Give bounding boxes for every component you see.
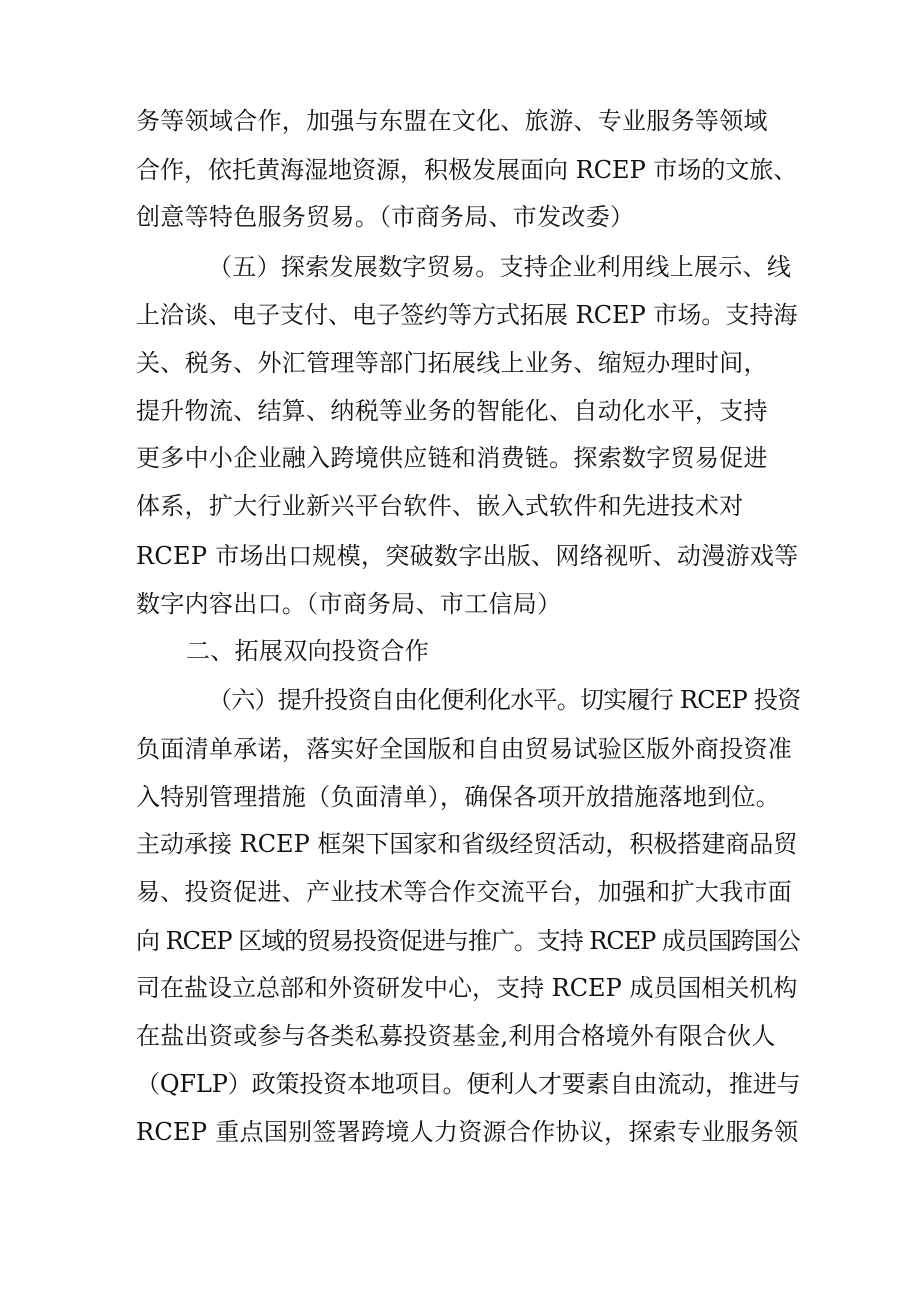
text-line: 数字内容出口。（市商务局、市工信局） [136, 590, 562, 618]
text-line: （QFLP）政策投资本地项目。便利人才要素自由流动，推进与 [136, 1070, 801, 1098]
text-line: （六）提升投资自由化便利化水平。切实履行 RCEP 投资 [208, 686, 801, 714]
text-line: 上洽谈、电子支付、电子签约等方式拓展 RCEP 市场。支持海 [136, 301, 798, 329]
text-line: 入特别管理措施（负面清单），确保各项开放措施落地到位。 [136, 783, 781, 811]
text-line: 司在盐设立总部和外资研发中心，支持 RCEP 成员国相关机构 [136, 974, 798, 1002]
text-line: 在盐出资或参与各类私募投资基金,利用合格境外有限合伙人 [136, 1022, 776, 1050]
text-line: RCEP 市场出口规模，突破数字出版、网络视听、动漫游戏等 [136, 542, 799, 570]
text-line: 体系，扩大行业新兴平台软件、嵌入式软件和先进技术对 [136, 492, 744, 520]
text-line: 创意等特色服务贸易。（市商务局、市发改委） [136, 203, 635, 231]
section-heading: 二、拓展双向投资合作 [186, 637, 429, 665]
text-line: 向 RCEP 区域的贸易投资促进与推广。支持 RCEP 成员国跨国公 [136, 927, 800, 955]
text-line: 合作，依托黄海湿地资源，积极发展面向 RCEP 市场的文旅、 [136, 156, 798, 184]
text-line: 易、投资促进、产业技术等合作交流平台，加强和扩大我市面 [136, 878, 793, 906]
text-line: RCEP 重点国别签署跨境人力资源合作协议，探索专业服务领 [136, 1118, 799, 1146]
text-line: 主动承接 RCEP 框架下国家和省级经贸活动，积极搭建商品贸 [136, 830, 798, 858]
text-line: 更多中小企业融入跨境供应链和消费链。探索数字贸易促进 [136, 444, 768, 472]
text-line: 务等领域合作，加强与东盟在文化、旅游、专业服务等领域 [136, 107, 768, 135]
text-line: （五）探索发展数字贸易。支持企业利用线上展示、线 [208, 253, 792, 281]
text-line: 关、税务、外汇管理等部门拓展线上业务、缩短办理时间， [136, 349, 768, 377]
text-line: 提升物流、结算、纳税等业务的智能化、自动化水平，支持 [136, 397, 768, 425]
text-line: 负面清单承诺，落实好全国版和自由贸易试验区版外商投资准 [136, 735, 793, 763]
